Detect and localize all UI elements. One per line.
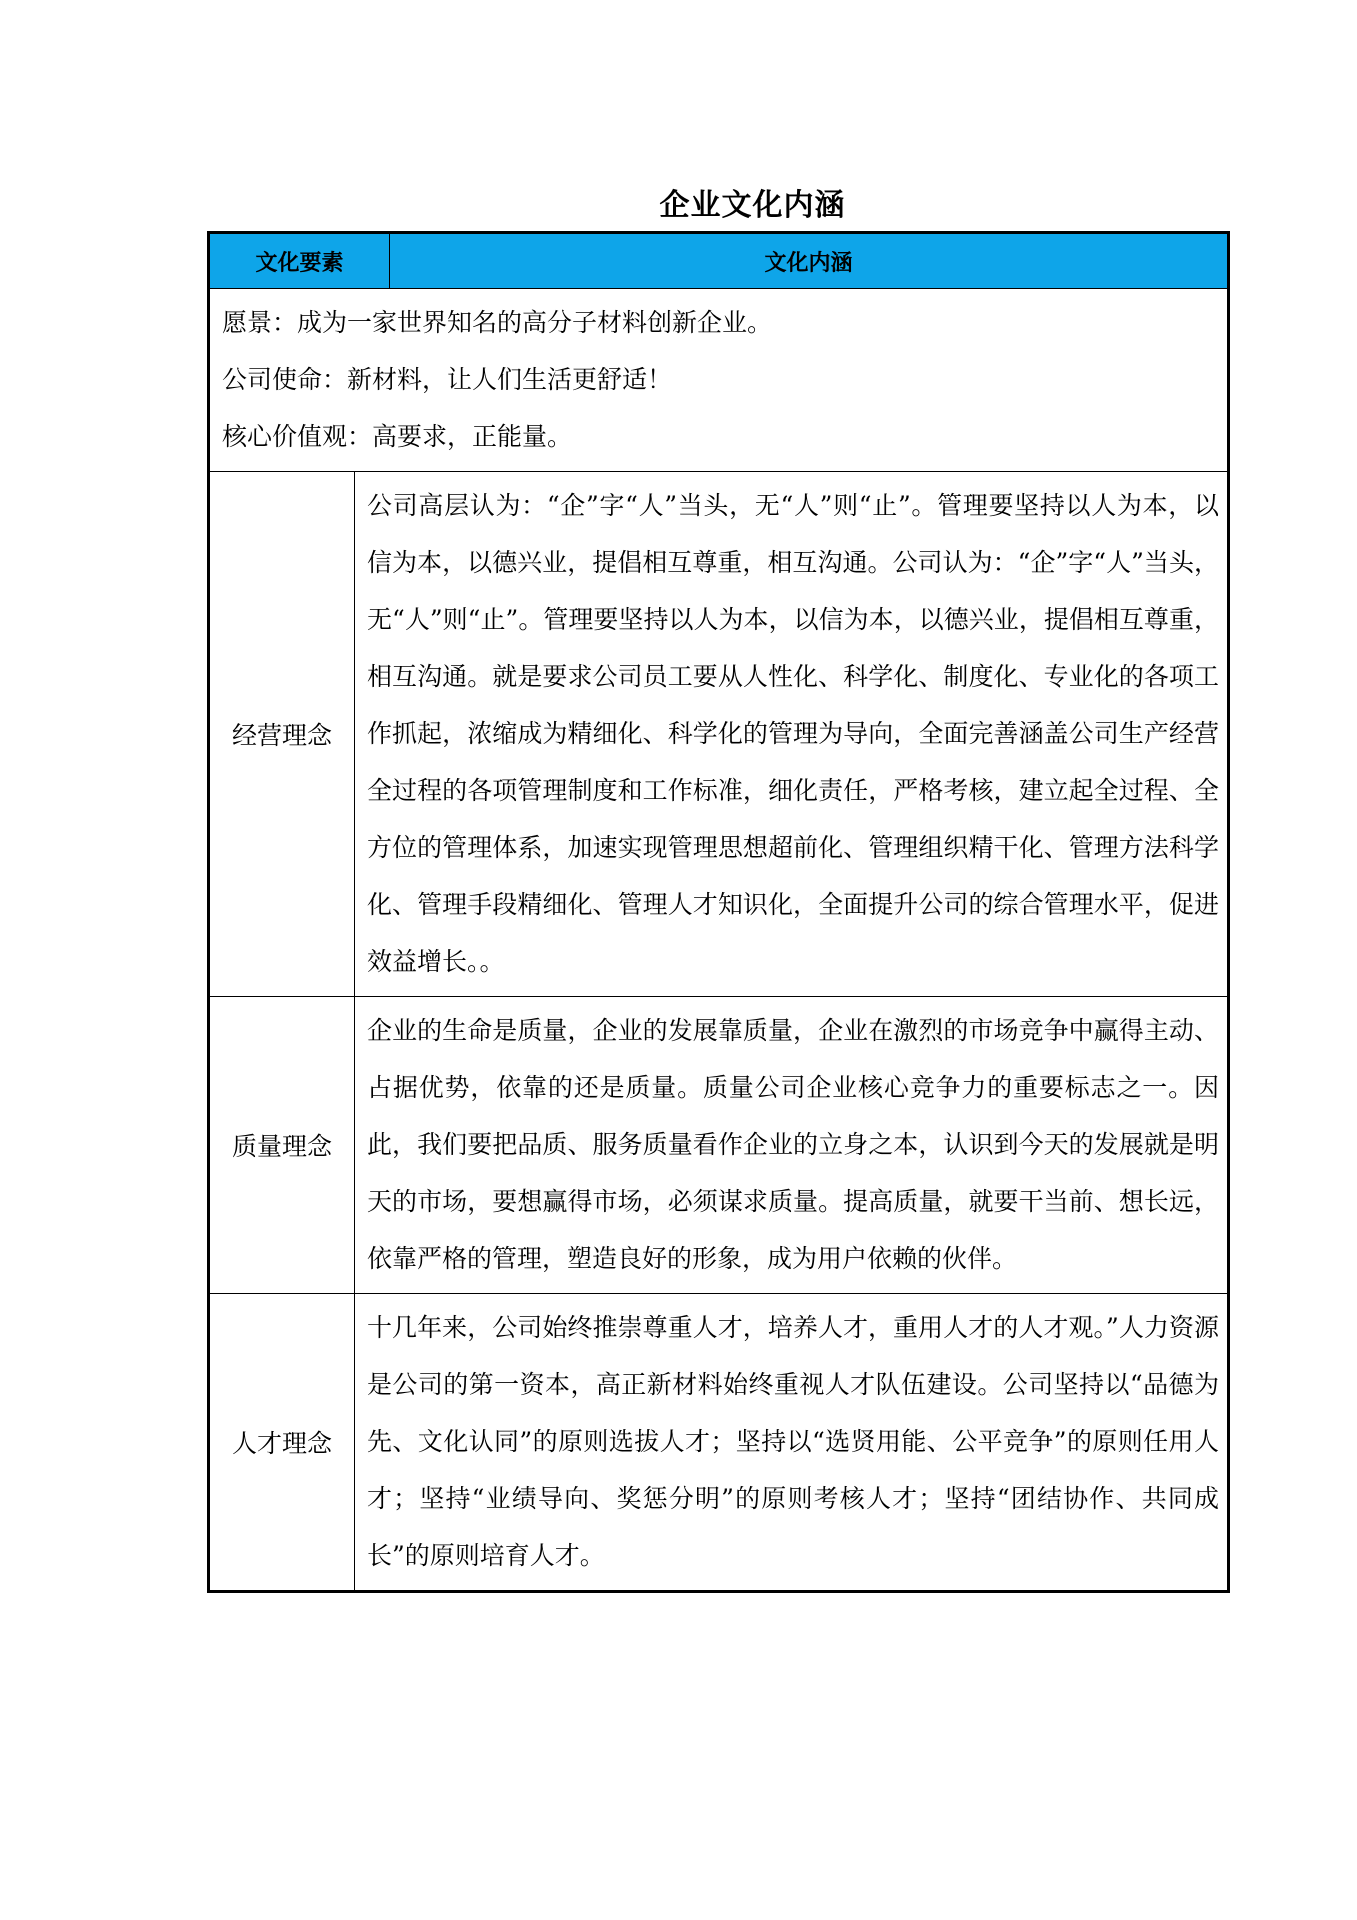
header-culture-element: 文化要素 <box>210 234 390 288</box>
mission-line: 公司使命：新材料，让人们生活更舒适！ <box>222 365 673 394</box>
row-content: 公司高层认为：“企”字“人”当头，无“人”则“止”。管理要坚持以人为本，以信为本，以德兴业，提倡相互尊重，相互沟通。公司认为：“企”字“人”当头，无“人”则“止”。管理要坚持以人为本，以信为本，以德兴业，提倡相互尊重，相互沟通。就是要求公司员工要从人性化、科学化、制度化、专业化的各项工作抓起，浓缩成为精细化、科学化的管理为导向，全面完善涵盖公司生产经营全过程的各项管理制度和工作标准，细化责任，严格考核，建立起全过程、全方位的管理体系，加速实现管理思想超前化、管理组织精干化、管理方法科学化、管理手段精细化、管理人才知识化，全面提升公司的综合管理水平，促进效益增长。。 <box>367 491 1219 976</box>
table-row-talent-philosophy <box>210 1294 1227 1590</box>
row-content: 企业的生命是质量，企业的发展靠质量，企业在激烈的市场竞争中赢得主动、占据优势，依靠的还是质量。质量公司企业核心竞争力的重要标志之一。因此，我们要把品质、服务质量看作企业的立身之本，认识到今天的发展就是明天的市场，要想赢得市场，必须谋求质量。提高质量，就要干当前、想长远，依靠严格的管理，塑造良好的形象，成为用户依赖的伙伴。 <box>367 1016 1219 1273</box>
header-culture-content: 文化内涵 <box>764 250 853 276</box>
row-content: 十几年来，公司始终推崇尊重人才，培养人才，重用人才的人才观。”人力资源是公司的第一资本，高正新材料始终重视人才队伍建设。公司坚持以“品德为先、文化认同”的原则选拔人才；坚持以“选贤用能、公平竞争”的原则任用人才；坚持“业绩导向、奖惩分明”的原则考核人才；坚持“团结协作、共同成长”的原则培育人才。 <box>367 1313 1219 1570</box>
row-label: 经营理念 <box>210 472 355 996</box>
row-label: 人才理念 <box>210 1294 355 1590</box>
core-values-line: 核心价值观：高要求，正能量。 <box>222 422 573 451</box>
row-label: 质量理念 <box>210 997 355 1293</box>
table-row-management-philosophy <box>210 472 1227 997</box>
culture-table <box>207 231 1230 1593</box>
table-header-row <box>210 234 1227 289</box>
table-row-quality-philosophy <box>210 997 1227 1294</box>
intro-block <box>210 289 1227 472</box>
page-title: 企业文化内涵 <box>659 188 846 223</box>
vision-line: 愿景：成为一家世界知名的高分子材料创新企业。 <box>222 308 773 337</box>
